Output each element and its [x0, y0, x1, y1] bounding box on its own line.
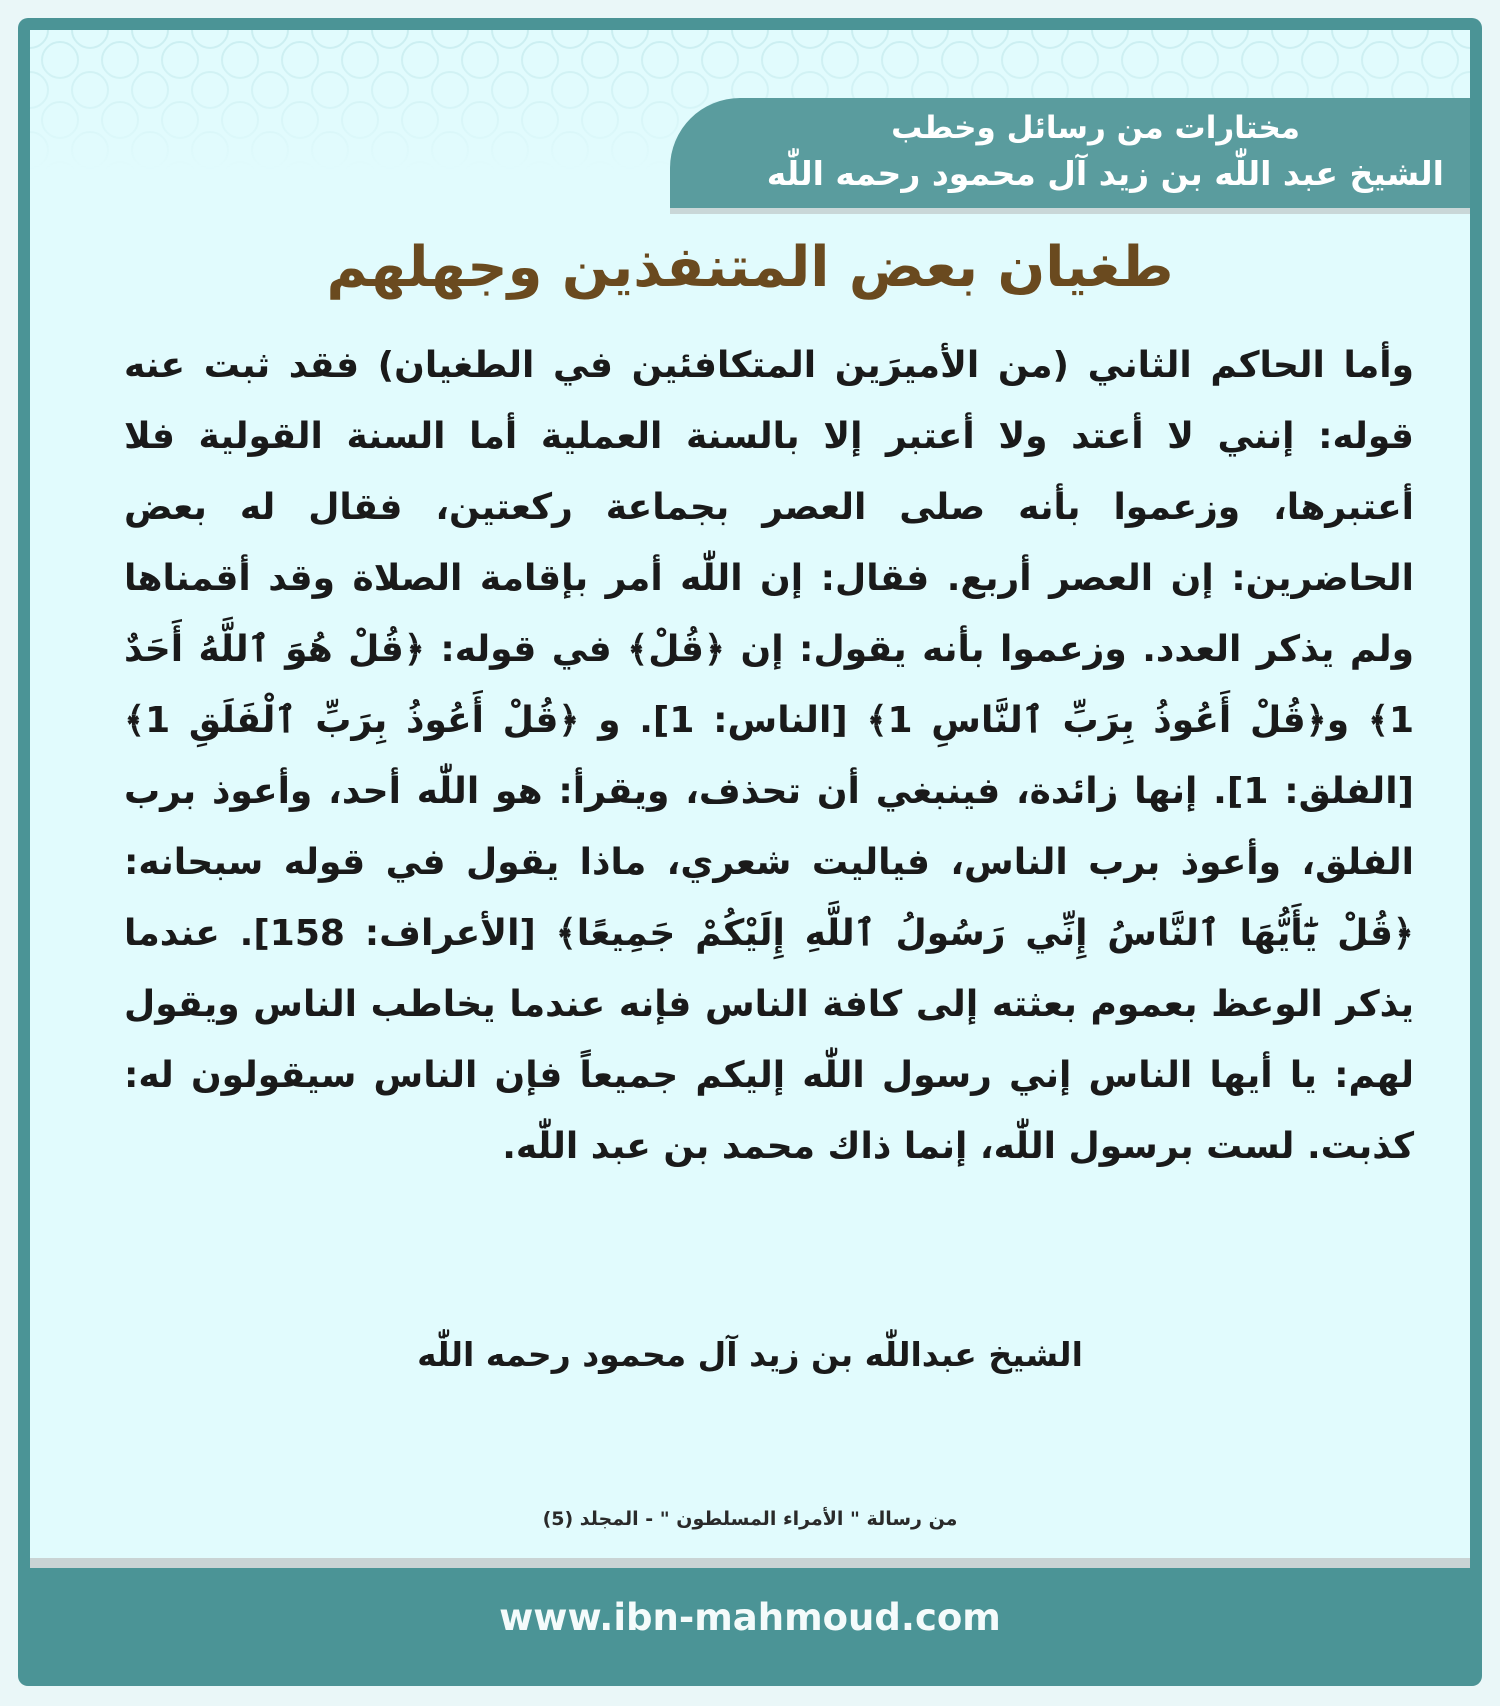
article-title: طغيان بعض المتنفذين وجهلهم — [326, 235, 1174, 300]
website-url[interactable]: www.ibn-mahmoud.com — [499, 1596, 1001, 1639]
author-signature: الشيخ عبداللّٰه بن زيد آل محمود رحمه اللّٰه — [417, 1335, 1083, 1374]
content-panel — [30, 30, 1470, 1568]
article-body: وأما الحاكم الثاني (من الأميرَين المتكافئين في الطغيان) فقد ثبت عنه قوله: إنني لا أعتد ولا أعتبر إلا بالسنة العملية أما السنة القولية فلا أعتبرها، وزعموا بأنه صلى العصر بجماعة ركعتين، فقال له بعض الحاضرين: إن العصر أربع. فقال: إن اللّٰه أمر بإقامة الصلاة وقد أقمناها ولم يذكر العدد. وزعموا بأنه يقول: إن ﴿قُلْ﴾ في قوله: ﴿قُلْ هُوَ ٱللَّهُ أَحَدٌ 1﴾ و﴿قُلْ أَعُوذُ بِرَبِّ ٱلنَّاسِ 1﴾ [الناس: 1]. و ﴿قُلْ أَعُوذُ بِرَبِّ ٱلْفَلَقِ 1﴾ [الفلق: 1]. إنها زائدة، فينبغي أن تحذف، ويقرأ: هو اللّٰه أحد، وأعوذ برب الفلق، وأعوذ برب الناس، فياليت شعري، ماذا يقول في قوله سبحانه: ﴿قُلْ يَٰٓأَيُّهَا ٱلنَّاسُ إِنِّي رَسُولُ ٱللَّهِ إِلَيْكُمْ جَمِيعًا﴾ [الأعراف: 158]. عندما يذكر الوعظ بعموم بعثته إلى كافة الناس فإنه عندما يخاطب الناس ويقول لهم: يا أيها الناس إني رسول اللّٰه إليكم جميعاً فإن الناس سيقولون له: كذبت. لست برسول اللّٰه، إنما ذاك محمد بن عبد اللّٰه. — [124, 345, 1415, 1167]
source-citation: من رسالة " الأمراء المسلطون " - المجلد (5) — [542, 1508, 958, 1530]
page-frame — [18, 18, 1482, 1686]
header-author: الشيخ عبد اللّٰه بن زيد آل محمود رحمه اللّٰه — [766, 154, 1444, 193]
bottom-divider — [30, 1558, 1470, 1568]
header-series-title: مختارات من رسائل وخطب — [891, 110, 1300, 146]
header-banner — [670, 98, 1470, 214]
